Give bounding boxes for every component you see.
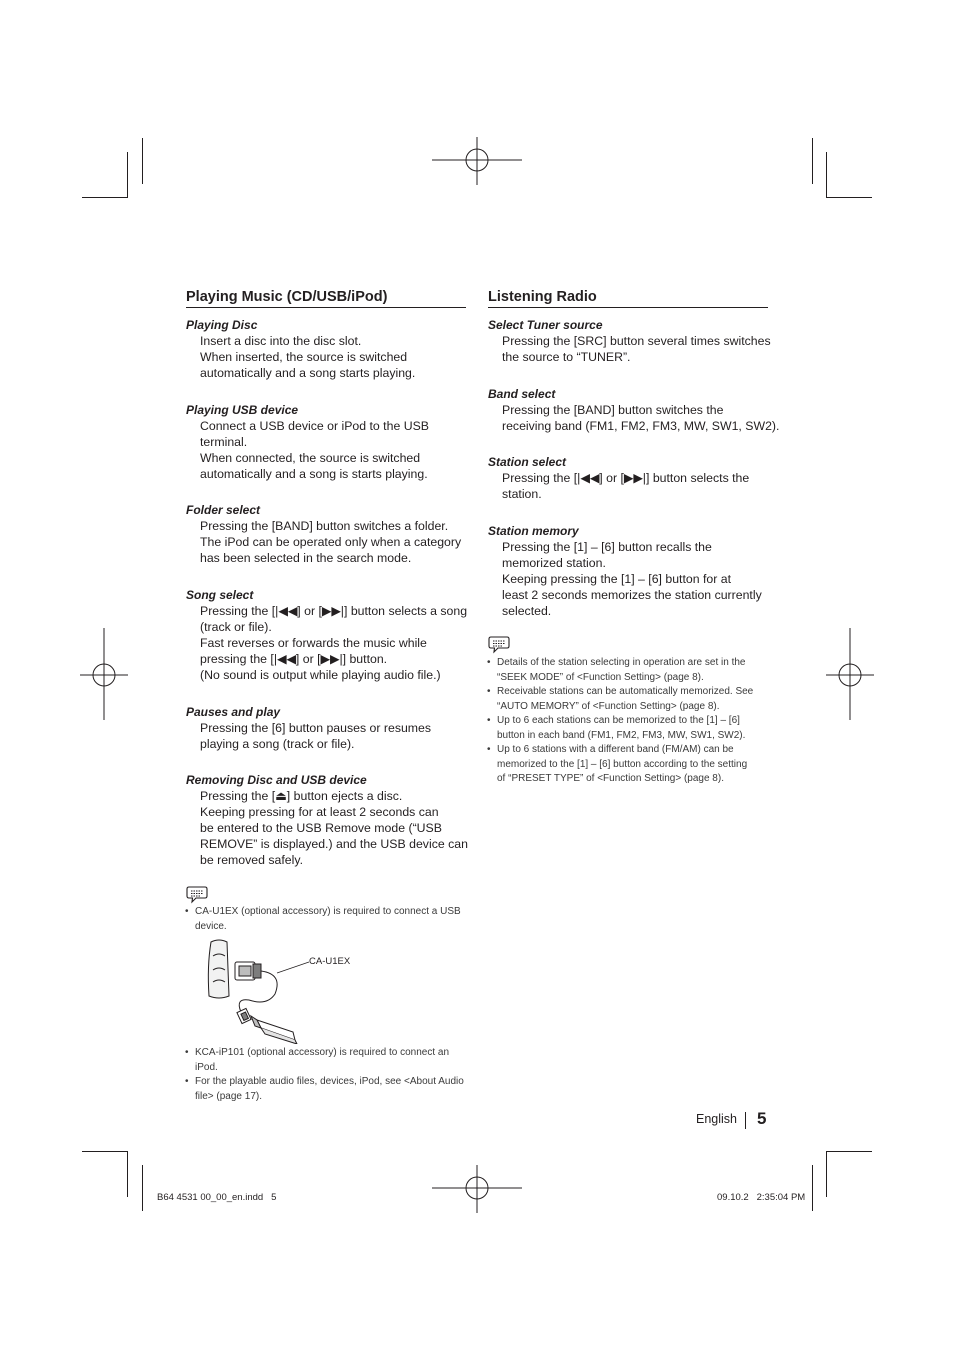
registration-mark-right: [826, 628, 874, 720]
section-heading: Removing Disc and USB device: [186, 773, 367, 787]
section-heading: Station memory: [488, 524, 579, 538]
section-heading: Folder select: [186, 503, 261, 517]
section-body: Pressing the [|◀◀] or [▶▶|] button selects a song (track or file). Fast reverses or forwards the music while pressing the [|◀◀] or [▶▶|] button. (No sound is output while playing audio file.): [200, 604, 468, 682]
section-heading: Playing Disc: [186, 318, 258, 332]
section-body: Pressing the [SRC] button several times switches the source to “TUNER”.: [502, 334, 771, 364]
list-item: • Up to 6 stations with a different band (FM/AM) can be memorized to the [1] – [6] button according to the setting of “PRESET TYPE” of <Function Setting> (page 8).: [487, 743, 753, 787]
registration-mark-bottom: [432, 1165, 522, 1213]
note-icon: [186, 885, 208, 904]
section-body: Connect a USB device or iPod to the USB terminal. When connected, the source is switched automatically and a song is starts playing.: [200, 419, 429, 481]
left-section-title: Playing Music (CD/USB/iPod): [186, 289, 388, 305]
figure-label: CA-U1EX: [309, 956, 351, 967]
list-item: • For the playable audio files, devices, iPod, see <About Audio file> (page 17).: [185, 1075, 464, 1104]
left-title-rule: [186, 307, 466, 308]
section-heading: Station select: [488, 455, 567, 469]
registration-mark-top: [432, 137, 522, 185]
usb-cable-illustration: [205, 936, 315, 1044]
section-heading: Band select: [488, 387, 556, 401]
list-item: • Receivable stations can be automatically memorized. See “AUTO MEMORY” of <Function Setting> (page 8).: [487, 685, 753, 714]
file-slug: B64 4531 00_00_en.indd 5: [157, 1192, 277, 1203]
section-body: Insert a disc into the disc slot. When inserted, the source is switched automatically and a song starts playing.: [200, 334, 416, 380]
note-icon: [488, 635, 510, 654]
section-body: Pressing the [6] button pauses or resumes playing a song (track or file).: [200, 721, 432, 751]
footer-separator: [745, 1112, 746, 1129]
footer-language: English: [696, 1112, 737, 1126]
note-list: [185, 905, 461, 934]
list-item: • KCA-iP101 (optional accessory) is required to connect an iPod.: [185, 1046, 464, 1075]
section-body: Pressing the [|◀◀] or [▶▶|] button selects the station.: [502, 471, 750, 501]
section-body: Pressing the [BAND] button switches a folder. The iPod can be operated only when a category has been selected in the search mode.: [200, 519, 462, 565]
list-item: • Details of the station selecting in operation are set in the “SEEK MODE” of <Function Setting> (page 8).: [487, 656, 753, 685]
section-heading: Song select: [186, 588, 254, 602]
right-title-rule: [488, 307, 768, 308]
note-list: [185, 1046, 464, 1104]
section-body: Pressing the [⏏] button ejects a disc. Keeping pressing for at least 2 seconds can be entered to the USB Remove mode (“USB REMOVE” is displayed.) and the USB device can be removed safely.: [200, 789, 468, 867]
right-section-title: Listening Radio: [488, 289, 597, 305]
section-heading: Select Tuner source: [488, 318, 603, 332]
list-item: • CA-U1EX (optional accessory) is required to connect a USB device.: [185, 905, 461, 934]
section-body: Pressing the [1] – [6] button recalls the memorized station. Keeping pressing the [1] – [6] button for at least 2 seconds memorizes the station currently selected.: [502, 540, 762, 618]
note-list: [487, 656, 753, 787]
section-heading: Playing USB device: [186, 403, 299, 417]
registration-mark-left: [80, 628, 128, 720]
page-number: 5: [757, 1109, 767, 1128]
section-heading: Pauses and play: [186, 705, 281, 719]
list-item: • Up to 6 each stations can be memorized to the [1] – [6] button in each band (FM1, FM2, FM3, MW, SW1, SW2).: [487, 714, 753, 743]
print-timestamp: 09.10.2 2:35:04 PM: [717, 1192, 806, 1203]
section-body: Pressing the [BAND] button switches the receiving band (FM1, FM2, FM3, MW, SW1, SW2).: [502, 403, 780, 433]
